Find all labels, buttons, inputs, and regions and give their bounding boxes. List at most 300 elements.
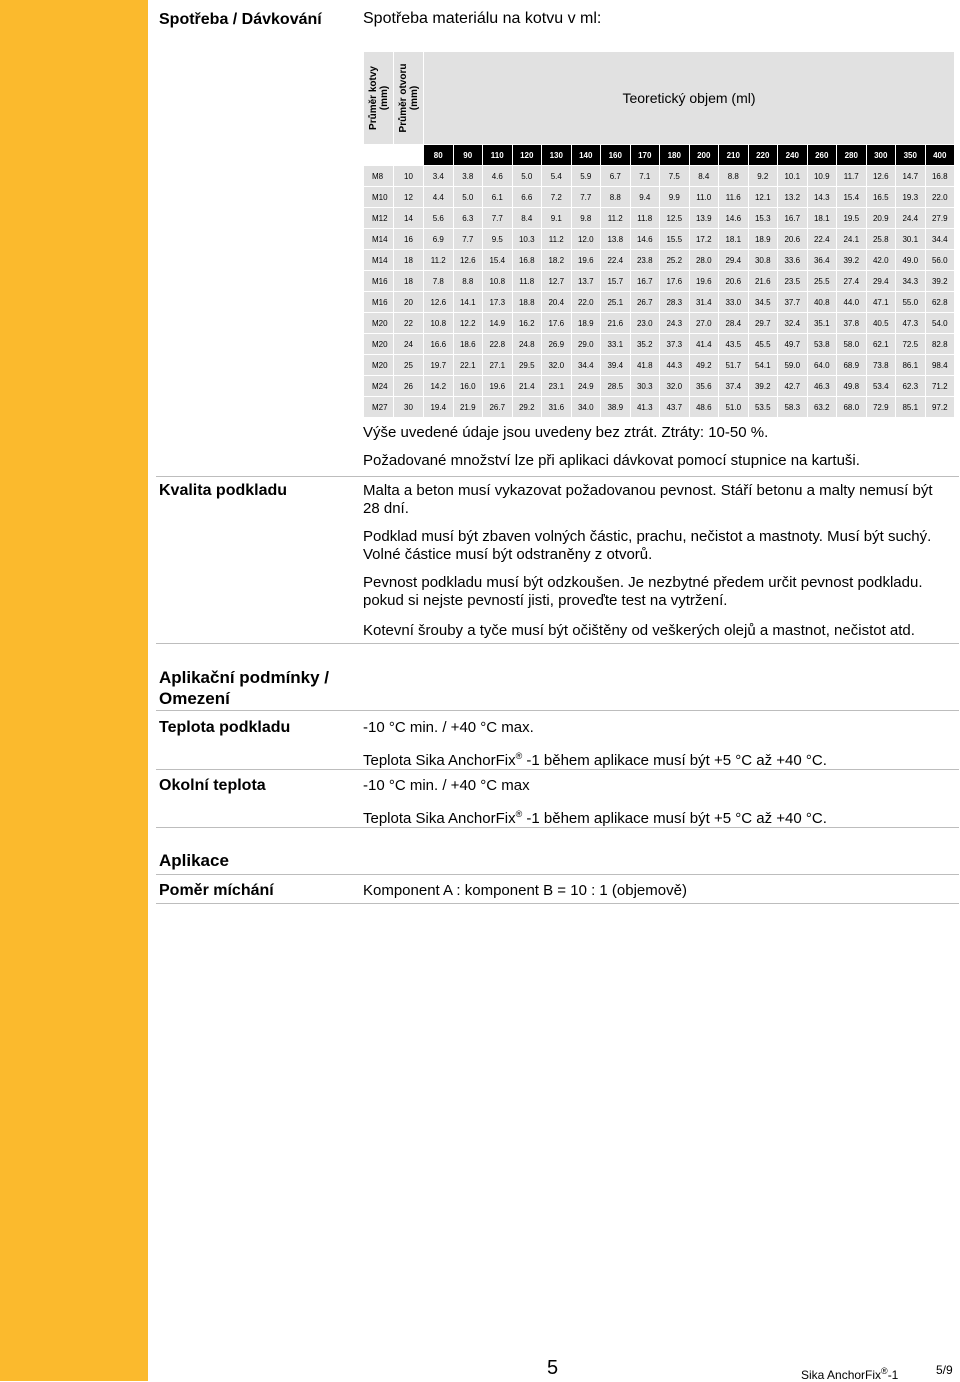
depth-header-cell: 160 xyxy=(601,145,630,165)
footer-page-number: 5 xyxy=(547,1357,559,1379)
volume-cell: 31.4 xyxy=(690,292,719,312)
hole-cell: 14 xyxy=(394,208,423,228)
volume-cell: 20.6 xyxy=(778,229,807,249)
volume-cell: 33.0 xyxy=(719,292,748,312)
anchor-cell: M14 xyxy=(364,229,393,249)
volume-cell: 15.5 xyxy=(660,229,689,249)
volume-cell: 21.6 xyxy=(601,313,630,333)
volume-cell: 18.8 xyxy=(513,292,542,312)
section-divider xyxy=(156,769,959,770)
registered-mark: ® xyxy=(881,1366,888,1376)
volume-cell: 11.2 xyxy=(424,250,453,270)
volume-cell: 11.8 xyxy=(513,271,542,291)
volume-cell: 43.7 xyxy=(660,397,689,417)
volume-cell: 30.3 xyxy=(631,376,660,396)
section-label-pomer: Poměr míchání xyxy=(159,882,274,899)
volume-cell: 62.1 xyxy=(867,334,896,354)
volume-cell: 18.9 xyxy=(749,229,778,249)
volume-cell: 54.1 xyxy=(749,355,778,375)
volume-cell: 44.0 xyxy=(837,292,866,312)
table-row xyxy=(364,187,954,207)
volume-cell: 12.7 xyxy=(542,271,571,291)
volume-cell: 7.2 xyxy=(542,187,571,207)
volume-cell: 37.3 xyxy=(660,334,689,354)
volume-cell: 5.9 xyxy=(572,166,601,186)
depth-header-cell: 170 xyxy=(631,145,660,165)
section-divider xyxy=(156,710,959,711)
volume-cell: 20.4 xyxy=(542,292,571,312)
volume-cell: 42.7 xyxy=(778,376,807,396)
spotreba-intro: Spotřeba materiálu na kotvu v ml: xyxy=(363,10,602,27)
volume-cell: 37.7 xyxy=(778,292,807,312)
volume-cell: 17.3 xyxy=(483,292,512,312)
table-row xyxy=(364,334,954,354)
volume-cell: 9.5 xyxy=(483,229,512,249)
volume-cell: 9.4 xyxy=(631,187,660,207)
volume-cell: 23.5 xyxy=(778,271,807,291)
volume-cell: 68.0 xyxy=(837,397,866,417)
volume-cell: 13.7 xyxy=(572,271,601,291)
volume-cell: 34.5 xyxy=(749,292,778,312)
volume-cell: 22.1 xyxy=(454,355,483,375)
volume-cell: 10.8 xyxy=(424,313,453,333)
depth-header-cell: 90 xyxy=(454,145,483,165)
volume-cell: 9.9 xyxy=(660,187,689,207)
volume-cell: 5.6 xyxy=(424,208,453,228)
table-row xyxy=(364,376,954,396)
table-row xyxy=(364,250,954,270)
volume-cell: 22.4 xyxy=(808,229,837,249)
volume-cell: 8.4 xyxy=(513,208,542,228)
volume-cell: 14.1 xyxy=(454,292,483,312)
volume-cell: 39.2 xyxy=(926,271,955,291)
volume-cell: 98.4 xyxy=(926,355,955,375)
anchor-cell: M27 xyxy=(364,397,393,417)
volume-cell: 56.0 xyxy=(926,250,955,270)
volume-cell: 97.2 xyxy=(926,397,955,417)
table-row xyxy=(364,208,954,228)
volume-cell: 32.4 xyxy=(778,313,807,333)
hole-cell: 25 xyxy=(394,355,423,375)
depth-header-cell: 110 xyxy=(483,145,512,165)
volume-cell: 8.4 xyxy=(690,166,719,186)
section-label-kvalita: Kvalita podkladu xyxy=(159,482,288,499)
table-row xyxy=(364,397,954,417)
depth-header-cell: 350 xyxy=(896,145,925,165)
volume-cell: 29.2 xyxy=(513,397,542,417)
kvalita-paragraph-4: Kotevní šrouby a tyče musí být očištěny od veškerých olejů a mastnot, nečistot atd. xyxy=(363,622,915,639)
volume-cell: 22.4 xyxy=(601,250,630,270)
depth-header-cell: 130 xyxy=(542,145,571,165)
section-divider xyxy=(156,903,959,904)
section-label-teplota-podkladu: Teplota podkladu xyxy=(159,719,291,736)
volume-cell: 72.9 xyxy=(867,397,896,417)
depth-header-cell: 140 xyxy=(572,145,601,165)
volume-cell: 27.1 xyxy=(483,355,512,375)
volume-cell: 28.4 xyxy=(719,313,748,333)
volume-cell: 19.5 xyxy=(837,208,866,228)
volume-cell: 7.7 xyxy=(572,187,601,207)
volume-cell: 24.9 xyxy=(572,376,601,396)
volume-cell: 86.1 xyxy=(896,355,925,375)
volume-cell: 19.6 xyxy=(690,271,719,291)
table-row xyxy=(364,271,954,291)
volume-cell: 37.4 xyxy=(719,376,748,396)
volume-cell: 4.4 xyxy=(424,187,453,207)
spotreba-note-1: Výše uvedené údaje jsou uvedeny bez ztrát. Ztráty: 10-50 %. xyxy=(363,424,769,441)
volume-cell: 28.3 xyxy=(660,292,689,312)
volume-cell: 47.3 xyxy=(896,313,925,333)
volume-cell: 9.2 xyxy=(749,166,778,186)
table-row xyxy=(364,166,954,186)
section-heading-aplikacni: Aplikační podmínky / Omezení xyxy=(159,668,330,708)
depth-header-cell: 200 xyxy=(690,145,719,165)
depth-header-cell: 300 xyxy=(867,145,896,165)
volume-cell: 44.3 xyxy=(660,355,689,375)
okolni-teplota-note: Teplota Sika AnchorFix® -1 během aplikace musí být +5 °C až +40 °C. xyxy=(363,809,827,827)
volume-cell: 26.7 xyxy=(483,397,512,417)
volume-cell: 17.6 xyxy=(542,313,571,333)
volume-cell: 5.4 xyxy=(542,166,571,186)
volume-cell: 6.9 xyxy=(424,229,453,249)
volume-cell: 10.1 xyxy=(778,166,807,186)
section-heading-aplikace: Aplikace xyxy=(159,851,229,870)
volume-cell: 18.1 xyxy=(719,229,748,249)
volume-cell: 35.1 xyxy=(808,313,837,333)
volume-cell: 14.9 xyxy=(483,313,512,333)
volume-cell: 51.0 xyxy=(719,397,748,417)
kvalita-paragraph-2: Podklad musí být zbaven volných částic, prachu, nečistot a mastnoty. Musí být suchý. Volné částice musí být odstraněny z otvorů. xyxy=(363,528,932,563)
volume-cell: 58.3 xyxy=(778,397,807,417)
volume-cell: 41.4 xyxy=(690,334,719,354)
hole-cell: 26 xyxy=(394,376,423,396)
volume-cell: 26.7 xyxy=(631,292,660,312)
depth-header-cell: 240 xyxy=(778,145,807,165)
volume-cell: 28.0 xyxy=(690,250,719,270)
anchor-cell: M12 xyxy=(364,208,393,228)
volume-cell: 72.5 xyxy=(896,334,925,354)
volume-cell: 16.6 xyxy=(424,334,453,354)
header-anchor-label: Průměr kotvy (mm) xyxy=(367,66,390,130)
anchor-cell: M16 xyxy=(364,292,393,312)
volume-cell: 64.0 xyxy=(808,355,837,375)
volume-cell: 19.6 xyxy=(572,250,601,270)
volume-cell: 43.5 xyxy=(719,334,748,354)
volume-cell: 14.6 xyxy=(719,208,748,228)
volume-cell: 48.6 xyxy=(690,397,719,417)
volume-cell: 28.5 xyxy=(601,376,630,396)
volume-cell: 17.6 xyxy=(660,271,689,291)
volume-cell: 49.0 xyxy=(896,250,925,270)
volume-cell: 8.8 xyxy=(719,166,748,186)
volume-cell: 58.0 xyxy=(837,334,866,354)
volume-cell: 29.0 xyxy=(572,334,601,354)
volume-cell: 3.4 xyxy=(424,166,453,186)
volume-cell: 53.8 xyxy=(808,334,837,354)
volume-cell: 13.2 xyxy=(778,187,807,207)
volume-cell: 10.9 xyxy=(808,166,837,186)
volume-cell: 14.7 xyxy=(896,166,925,186)
volume-cell: 15.7 xyxy=(601,271,630,291)
volume-cell: 5.0 xyxy=(454,187,483,207)
volume-cell: 16.8 xyxy=(926,166,955,186)
volume-cell: 30.8 xyxy=(749,250,778,270)
volume-cell: 18.1 xyxy=(808,208,837,228)
volume-cell: 82.8 xyxy=(926,334,955,354)
volume-cell: 38.9 xyxy=(601,397,630,417)
table-row xyxy=(364,229,954,249)
volume-cell: 71.2 xyxy=(926,376,955,396)
volume-cell: 9.8 xyxy=(572,208,601,228)
volume-cell: 62.8 xyxy=(926,292,955,312)
volume-cell: 12.5 xyxy=(660,208,689,228)
volume-cell: 18.6 xyxy=(454,334,483,354)
volume-cell: 47.1 xyxy=(867,292,896,312)
volume-cell: 46.3 xyxy=(808,376,837,396)
volume-cell: 15.3 xyxy=(749,208,778,228)
table-row xyxy=(364,313,954,333)
volume-cell: 73.8 xyxy=(867,355,896,375)
volume-cell: 34.4 xyxy=(926,229,955,249)
volume-cell: 51.7 xyxy=(719,355,748,375)
volume-cell: 14.2 xyxy=(424,376,453,396)
volume-cell: 54.0 xyxy=(926,313,955,333)
volume-cell: 36.4 xyxy=(808,250,837,270)
volume-cell: 20.6 xyxy=(719,271,748,291)
volume-cell: 37.8 xyxy=(837,313,866,333)
volume-cell: 10.3 xyxy=(513,229,542,249)
empty-cell xyxy=(364,145,393,165)
empty-cell xyxy=(394,145,423,165)
section-label-spotreba: Spotřeba / Dávkování xyxy=(159,11,322,28)
volume-cell: 39.4 xyxy=(601,355,630,375)
volume-cell: 53.5 xyxy=(749,397,778,417)
depth-header-cell: 180 xyxy=(660,145,689,165)
volume-cell: 85.1 xyxy=(896,397,925,417)
volume-table xyxy=(363,51,955,418)
volume-cell: 12.6 xyxy=(424,292,453,312)
volume-cell: 7.1 xyxy=(631,166,660,186)
volume-cell: 23.0 xyxy=(631,313,660,333)
anchor-cell: M20 xyxy=(364,355,393,375)
pomer-value: Komponent A : komponent B = 10 : 1 (objemově) xyxy=(363,882,687,899)
volume-cell: 10.8 xyxy=(483,271,512,291)
volume-cell: 16.2 xyxy=(513,313,542,333)
volume-cell: 14.6 xyxy=(631,229,660,249)
volume-cell: 12.6 xyxy=(867,166,896,186)
volume-cell: 35.2 xyxy=(631,334,660,354)
anchor-cell: M8 xyxy=(364,166,393,186)
volume-cell: 63.2 xyxy=(808,397,837,417)
depth-header-cell: 80 xyxy=(424,145,453,165)
volume-cell: 27.4 xyxy=(837,271,866,291)
volume-cell: 21.6 xyxy=(749,271,778,291)
volume-cell: 17.2 xyxy=(690,229,719,249)
volume-cell: 7.8 xyxy=(424,271,453,291)
volume-cell: 11.8 xyxy=(631,208,660,228)
volume-cell: 9.1 xyxy=(542,208,571,228)
header-theoretical-volume: Teoretický objem (ml) xyxy=(424,52,954,144)
volume-cell: 19.6 xyxy=(483,376,512,396)
volume-cell: 42.0 xyxy=(867,250,896,270)
volume-cell: 19.4 xyxy=(424,397,453,417)
volume-cell: 24.1 xyxy=(837,229,866,249)
volume-cell: 23.8 xyxy=(631,250,660,270)
hole-cell: 18 xyxy=(394,250,423,270)
volume-cell: 30.1 xyxy=(896,229,925,249)
volume-cell: 12.6 xyxy=(454,250,483,270)
volume-cell: 8.8 xyxy=(454,271,483,291)
volume-cell: 33.6 xyxy=(778,250,807,270)
volume-cell: 7.7 xyxy=(483,208,512,228)
volume-cell: 6.1 xyxy=(483,187,512,207)
header-hole-diameter xyxy=(394,52,423,144)
volume-cell: 6.7 xyxy=(601,166,630,186)
anchor-cell: M20 xyxy=(364,313,393,333)
volume-cell: 29.5 xyxy=(513,355,542,375)
volume-cell: 12.1 xyxy=(749,187,778,207)
hole-cell: 30 xyxy=(394,397,423,417)
section-divider xyxy=(156,643,959,644)
volume-cell: 26.9 xyxy=(542,334,571,354)
hole-cell: 18 xyxy=(394,271,423,291)
depth-header-cell: 260 xyxy=(808,145,837,165)
depth-header-cell: 280 xyxy=(837,145,866,165)
section-divider xyxy=(156,476,959,477)
hole-cell: 20 xyxy=(394,292,423,312)
table-row xyxy=(364,355,954,375)
volume-cell: 19.7 xyxy=(424,355,453,375)
volume-cell: 31.6 xyxy=(542,397,571,417)
volume-cell: 14.3 xyxy=(808,187,837,207)
volume-cell: 21.4 xyxy=(513,376,542,396)
volume-cell: 13.9 xyxy=(690,208,719,228)
header-anchor-diameter xyxy=(364,52,393,144)
volume-cell: 22.8 xyxy=(483,334,512,354)
registered-mark: ® xyxy=(515,809,523,819)
depth-header-cell: 210 xyxy=(719,145,748,165)
volume-cell: 16.5 xyxy=(867,187,896,207)
volume-cell: 20.9 xyxy=(867,208,896,228)
teplota-podkladu-note: Teplota Sika AnchorFix® -1 během aplikace musí být +5 °C až +40 °C. xyxy=(363,751,827,769)
volume-cell: 11.0 xyxy=(690,187,719,207)
volume-cell: 15.4 xyxy=(483,250,512,270)
anchor-cell: M14 xyxy=(364,250,393,270)
volume-cell: 18.2 xyxy=(542,250,571,270)
volume-cell: 4.6 xyxy=(483,166,512,186)
okolni-teplota-range: -10 °C min. / +40 °C max xyxy=(363,777,530,794)
volume-cell: 32.0 xyxy=(660,376,689,396)
table-row xyxy=(364,292,954,312)
volume-cell: 24.3 xyxy=(660,313,689,333)
volume-cell: 29.4 xyxy=(719,250,748,270)
anchor-cell: M16 xyxy=(364,271,393,291)
hole-cell: 16 xyxy=(394,229,423,249)
volume-cell: 3.8 xyxy=(454,166,483,186)
volume-cell: 41.8 xyxy=(631,355,660,375)
registered-mark: ® xyxy=(515,751,523,761)
volume-cell: 29.7 xyxy=(749,313,778,333)
hole-cell: 22 xyxy=(394,313,423,333)
volume-cell: 25.2 xyxy=(660,250,689,270)
hole-cell: 24 xyxy=(394,334,423,354)
anchor-cell: M24 xyxy=(364,376,393,396)
volume-cell: 62.3 xyxy=(896,376,925,396)
hole-cell: 12 xyxy=(394,187,423,207)
anchor-cell: M10 xyxy=(364,187,393,207)
volume-cell: 45.5 xyxy=(749,334,778,354)
kvalita-paragraph-3: Pevnost podkladu musí být odzkoušen. Je nezbytné předem určit pevnost podkladu. pokud si nejste pevností jisti, proveďte test na vytržení. xyxy=(363,574,923,609)
volume-cell: 33.1 xyxy=(601,334,630,354)
volume-cell: 40.8 xyxy=(808,292,837,312)
volume-cell: 27.9 xyxy=(926,208,955,228)
volume-cell: 24.4 xyxy=(896,208,925,228)
volume-cell: 39.2 xyxy=(837,250,866,270)
volume-cell: 19.3 xyxy=(896,187,925,207)
volume-cell: 18.9 xyxy=(572,313,601,333)
volume-cell: 41.3 xyxy=(631,397,660,417)
depth-header-cell: 220 xyxy=(749,145,778,165)
volume-cell: 55.0 xyxy=(896,292,925,312)
volume-cell: 29.4 xyxy=(867,271,896,291)
volume-cell: 12.0 xyxy=(572,229,601,249)
volume-cell: 16.7 xyxy=(778,208,807,228)
volume-cell: 40.5 xyxy=(867,313,896,333)
volume-cell: 6.6 xyxy=(513,187,542,207)
volume-cell: 5.0 xyxy=(513,166,542,186)
footer-product: Sika AnchorFix®-1 xyxy=(801,1366,899,1382)
volume-cell: 11.7 xyxy=(837,166,866,186)
volume-cell: 8.8 xyxy=(601,187,630,207)
volume-cell: 25.8 xyxy=(867,229,896,249)
volume-cell: 21.9 xyxy=(454,397,483,417)
volume-cell: 53.4 xyxy=(867,376,896,396)
volume-cell: 22.0 xyxy=(572,292,601,312)
anchor-cell: M20 xyxy=(364,334,393,354)
teplota-podkladu-range: -10 °C min. / +40 °C max. xyxy=(363,719,534,736)
volume-cell: 59.0 xyxy=(778,355,807,375)
volume-cell: 16.7 xyxy=(631,271,660,291)
volume-cell: 34.3 xyxy=(896,271,925,291)
volume-cell: 34.4 xyxy=(572,355,601,375)
sidebar-accent-bar xyxy=(0,0,148,1381)
volume-cell: 16.0 xyxy=(454,376,483,396)
volume-cell: 32.0 xyxy=(542,355,571,375)
volume-cell: 49.2 xyxy=(690,355,719,375)
volume-cell: 68.9 xyxy=(837,355,866,375)
volume-cell: 27.0 xyxy=(690,313,719,333)
volume-cell: 25.5 xyxy=(808,271,837,291)
hole-cell: 10 xyxy=(394,166,423,186)
volume-cell: 23.1 xyxy=(542,376,571,396)
section-divider xyxy=(156,827,959,828)
volume-cell: 12.2 xyxy=(454,313,483,333)
volume-cell: 24.8 xyxy=(513,334,542,354)
volume-cell: 11.2 xyxy=(542,229,571,249)
volume-cell: 49.7 xyxy=(778,334,807,354)
volume-cell: 7.7 xyxy=(454,229,483,249)
volume-cell: 49.8 xyxy=(837,376,866,396)
volume-cell: 11.6 xyxy=(719,187,748,207)
section-label-okolni-teplota: Okolní teplota xyxy=(159,777,266,794)
volume-cell: 16.8 xyxy=(513,250,542,270)
header-hole-label: Průměr otvoru (mm) xyxy=(397,63,420,133)
volume-cell: 35.6 xyxy=(690,376,719,396)
volume-cell: 11.2 xyxy=(601,208,630,228)
volume-cell: 7.5 xyxy=(660,166,689,186)
kvalita-paragraph-1: Malta a beton musí vykazovat požadovanou pevnost. Stáří betonu a malty nemusí být 28 dní. xyxy=(363,482,933,517)
spotreba-note-2: Požadované množství lze při aplikaci dávkovat pomocí stupnice na kartuši. xyxy=(363,452,860,469)
